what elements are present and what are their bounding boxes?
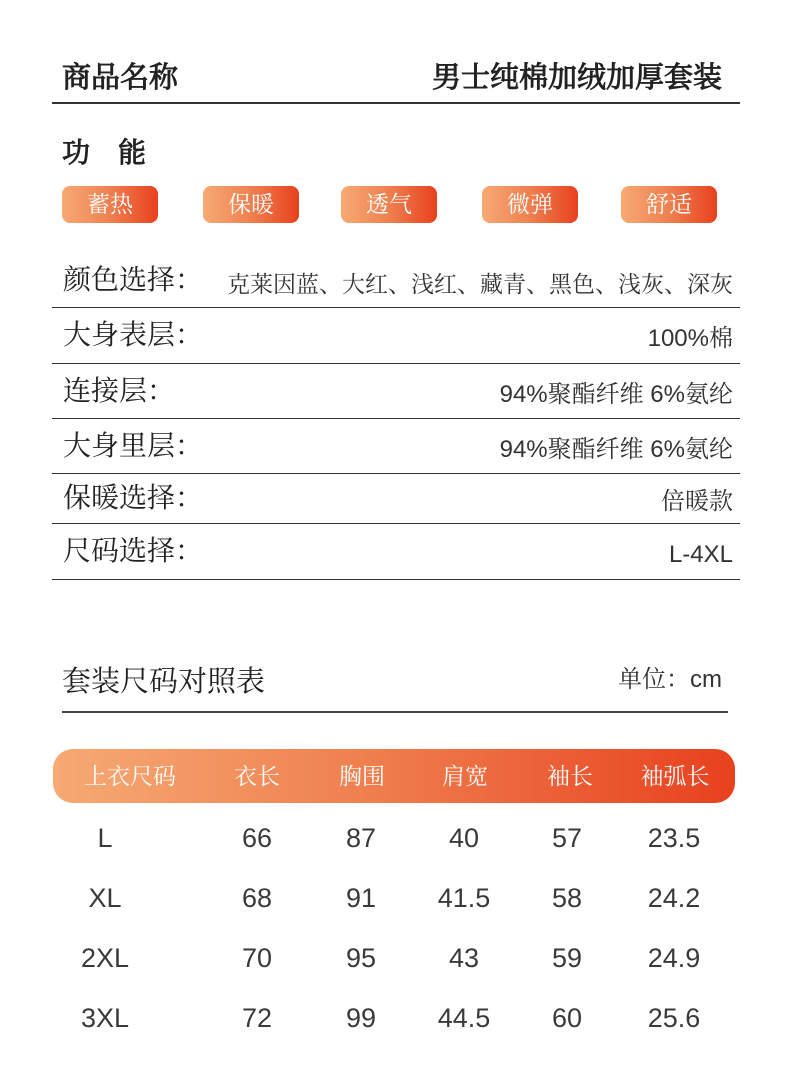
- spec-value: 94%聚酯纤维 6%氨纶: [499, 380, 733, 408]
- spec-value: 94%聚酯纤维 6%氨纶: [499, 435, 733, 463]
- header-cell-sleeve-curve-length: 袖弧长: [640, 763, 710, 789]
- features-label: 功 能: [62, 137, 147, 168]
- header-cell-chest: 胸围: [339, 763, 385, 789]
- feature-tag: 舒适: [621, 186, 717, 223]
- cell-sleeve-curve-length: 24.2: [647, 883, 701, 913]
- cell-chest: 99: [345, 1003, 377, 1033]
- spec-value: 倍暖款: [661, 488, 733, 516]
- spec-label: 大身表层：: [63, 319, 204, 351]
- product-name-value: 男士纯棉加绒加厚套装: [431, 62, 722, 94]
- cell-sleeve-length: 59: [551, 943, 583, 973]
- table-row: [0, 868, 790, 928]
- spec-row-inner-layer: [52, 419, 740, 474]
- cell-size: L: [97, 823, 113, 853]
- spec-row-size-option: [52, 524, 740, 580]
- size-chart-divider: [62, 711, 728, 713]
- feature-tag: 微弹: [482, 186, 578, 223]
- product-name-row: [62, 60, 722, 96]
- cell-garment-length: 70: [241, 943, 273, 973]
- cell-shoulder: 40: [448, 823, 480, 853]
- spec-row-connecting-layer: [52, 364, 740, 420]
- header-cell-sleeve-length: 袖长: [547, 763, 593, 789]
- spec-label: 连接层：: [63, 374, 176, 406]
- spec-row-warmth-option: [52, 474, 740, 525]
- cell-sleeve-length: 58: [551, 883, 583, 913]
- cell-shoulder: 41.5: [437, 883, 491, 913]
- cell-chest: 87: [345, 823, 377, 853]
- product-name-label: 商品名称: [62, 62, 179, 94]
- header-divider: [52, 102, 740, 104]
- spec-value: 100%棉: [647, 325, 733, 353]
- header-cell-shoulder: 肩宽: [442, 763, 488, 789]
- size-chart-title: 套装尺码对照表: [62, 666, 266, 698]
- table-row: [0, 808, 790, 868]
- cell-chest: 95: [345, 943, 377, 973]
- spec-label: 保暖选择：: [63, 482, 204, 514]
- cell-sleeve-curve-length: 23.5: [647, 823, 701, 853]
- cell-garment-length: 72: [241, 1003, 273, 1033]
- cell-sleeve-curve-length: 24.9: [647, 943, 701, 973]
- table-row: [0, 988, 790, 1048]
- spec-value: 克莱因蓝、大红、浅红、藏青、黑色、浅灰、深灰: [227, 271, 733, 297]
- cell-sleeve-length: 60: [551, 1003, 583, 1033]
- cell-size: 2XL: [80, 943, 130, 973]
- cell-sleeve-length: 57: [551, 823, 583, 853]
- spec-list: [52, 253, 740, 580]
- spec-label: 尺码选择：: [63, 535, 204, 567]
- cell-sleeve-curve-length: 25.6: [647, 1003, 701, 1033]
- spec-label: 颜色选择：: [63, 264, 204, 295]
- cell-garment-length: 68: [241, 883, 273, 913]
- spec-row-color: [52, 253, 740, 308]
- header-cell-garment-length: 衣长: [234, 763, 280, 789]
- spec-row-outer-layer: [52, 308, 740, 364]
- spec-label: 大身里层：: [63, 429, 204, 461]
- cell-shoulder: 43: [448, 943, 480, 973]
- table-row: [0, 928, 790, 988]
- feature-tag: 蓄热: [62, 186, 158, 223]
- cell-size: XL: [88, 883, 122, 913]
- header-cell-size: 上衣尺码: [84, 763, 176, 789]
- cell-garment-length: 66: [241, 823, 273, 853]
- spec-value: L-4XL: [668, 541, 733, 569]
- cell-shoulder: 44.5: [437, 1003, 491, 1033]
- size-chart-header: [53, 749, 735, 803]
- cell-chest: 91: [345, 883, 377, 913]
- size-chart-unit: 单位：cm: [618, 666, 722, 693]
- feature-tag: 透气: [341, 186, 437, 223]
- cell-size: 3XL: [80, 1003, 130, 1033]
- feature-tag: 保暖: [203, 186, 299, 223]
